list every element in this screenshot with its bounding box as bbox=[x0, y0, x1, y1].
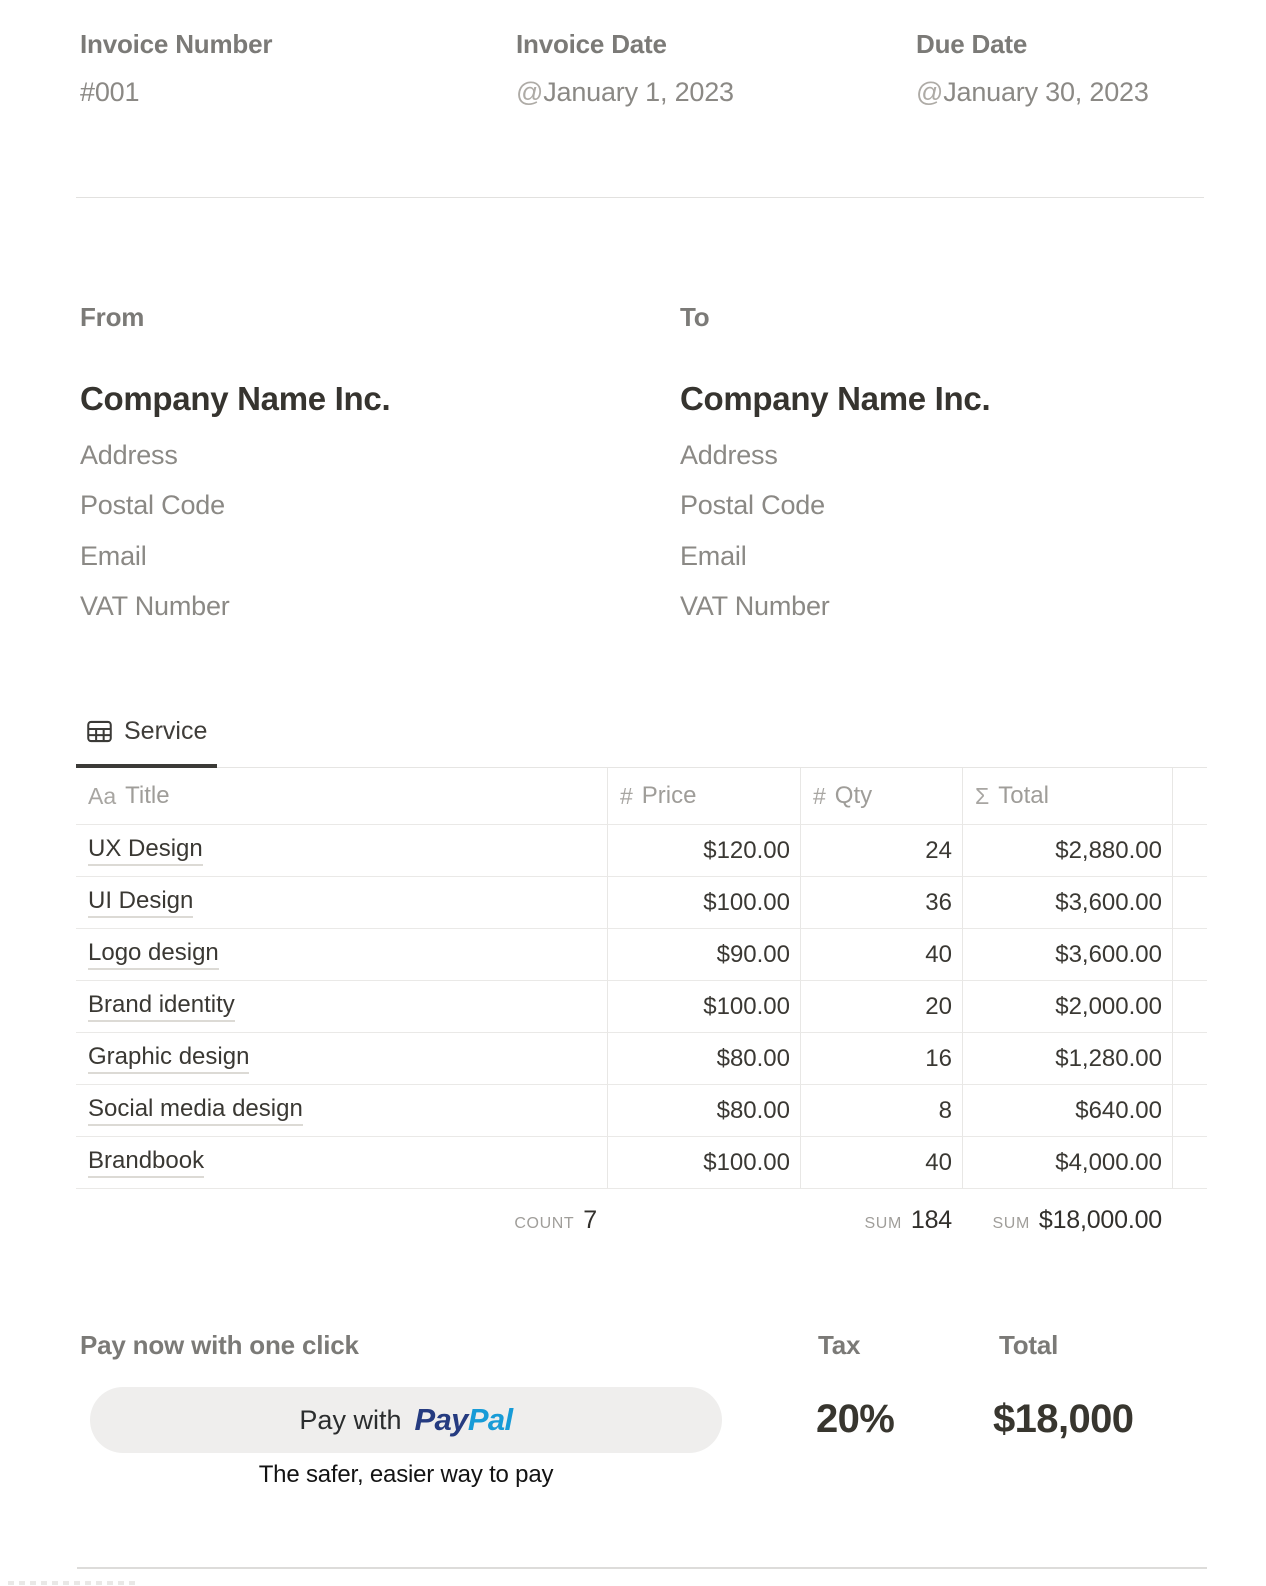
tax-value: 20% bbox=[816, 1397, 895, 1441]
count-label: COUNT bbox=[514, 1215, 575, 1232]
pay-now-label: Pay now with one click bbox=[80, 1330, 359, 1360]
table-row-title-cell[interactable] bbox=[76, 1085, 607, 1137]
table-row-spacer-cell bbox=[1172, 1137, 1207, 1189]
invoice-number-value: #001 bbox=[80, 77, 140, 107]
column-header-label: Qty bbox=[834, 782, 873, 809]
table-row-qty-cell[interactable]: 20 bbox=[800, 981, 962, 1033]
row-title-link[interactable]: UI Design bbox=[88, 887, 193, 918]
service-table bbox=[76, 768, 1207, 1189]
table-summary-row bbox=[76, 1198, 1207, 1240]
table-row-title-cell[interactable] bbox=[76, 825, 607, 877]
invoice-date-label: Invoice Date bbox=[516, 29, 667, 59]
column-header-qty[interactable] bbox=[800, 768, 962, 825]
table-row-title-cell[interactable] bbox=[76, 929, 607, 981]
table-row-spacer-cell bbox=[1172, 1085, 1207, 1137]
row-title-link[interactable]: UX Design bbox=[88, 835, 203, 866]
table-row-qty-cell[interactable]: 8 bbox=[800, 1085, 962, 1137]
invoice-number-label: Invoice Number bbox=[80, 29, 273, 59]
sum-formula-icon: Σ bbox=[975, 782, 990, 809]
table-row-total-cell[interactable]: $4,000.00 bbox=[962, 1137, 1172, 1189]
count-value: 7 bbox=[583, 1206, 597, 1234]
table-row-total-cell[interactable]: $3,600.00 bbox=[962, 877, 1172, 929]
table-row-qty-cell[interactable]: 24 bbox=[800, 825, 962, 877]
invoice-date-text: January 1, 2023 bbox=[543, 77, 734, 107]
summary-spacer bbox=[607, 1198, 800, 1240]
table-row-total-cell[interactable]: $2,880.00 bbox=[962, 825, 1172, 877]
row-title-link[interactable]: Brandbook bbox=[88, 1147, 204, 1178]
active-tab-underline bbox=[76, 764, 217, 768]
number-type-icon: # bbox=[813, 782, 826, 809]
tax-label: Tax bbox=[818, 1330, 861, 1360]
number-type-icon: # bbox=[620, 782, 633, 809]
column-header-total[interactable] bbox=[962, 768, 1172, 825]
due-date-text: January 30, 2023 bbox=[943, 77, 1149, 107]
table-row-spacer-cell bbox=[1172, 1033, 1207, 1085]
table-row-price-cell[interactable]: $100.00 bbox=[607, 877, 800, 929]
table-row-title-cell[interactable] bbox=[76, 981, 607, 1033]
at-mention-prefix: @ bbox=[516, 77, 544, 107]
row-title-link[interactable]: Brand identity bbox=[88, 991, 235, 1022]
table-row-price-cell[interactable]: $120.00 bbox=[607, 825, 800, 877]
pay-with-paypal-button[interactable] bbox=[90, 1387, 722, 1453]
table-row-price-cell[interactable]: $90.00 bbox=[607, 929, 800, 981]
invoice-date-value[interactable] bbox=[516, 77, 734, 108]
count-summary[interactable] bbox=[76, 1198, 607, 1240]
column-header-label: Title bbox=[125, 782, 170, 809]
due-date-value[interactable] bbox=[916, 77, 1149, 108]
paypal-tagline: The safer, easier way to pay bbox=[258, 1461, 554, 1488]
header-divider bbox=[76, 197, 1204, 198]
total-label: Total bbox=[999, 1330, 1059, 1360]
table-row-spacer-cell bbox=[1172, 877, 1207, 929]
table-row-qty-cell[interactable]: 40 bbox=[800, 929, 962, 981]
table-row-qty-cell[interactable]: 16 bbox=[800, 1033, 962, 1085]
from-label: From bbox=[80, 302, 145, 332]
due-date-label: Due Date bbox=[916, 29, 1028, 59]
from-details bbox=[80, 430, 390, 632]
table-row-total-cell[interactable]: $2,000.00 bbox=[962, 981, 1172, 1033]
summary-spacer bbox=[1172, 1198, 1207, 1240]
to-email: Email bbox=[680, 540, 747, 571]
to-postal-code: Postal Code bbox=[680, 490, 825, 521]
qty-sum-summary[interactable] bbox=[800, 1198, 962, 1240]
to-block bbox=[680, 302, 990, 632]
row-title-link[interactable]: Social media design bbox=[88, 1095, 303, 1126]
at-mention-prefix: @ bbox=[916, 77, 944, 107]
table-row-qty-cell[interactable]: 40 bbox=[800, 1137, 962, 1189]
total-value: $18,000 bbox=[993, 1397, 1134, 1441]
text-type-icon: Aa bbox=[88, 782, 117, 809]
table-icon bbox=[86, 718, 113, 745]
invoice-date-block bbox=[516, 29, 734, 108]
due-date-block bbox=[916, 29, 1149, 108]
table-row-total-cell[interactable]: $1,280.00 bbox=[962, 1033, 1172, 1085]
table-row-spacer-cell bbox=[1172, 981, 1207, 1033]
row-title-link[interactable]: Logo design bbox=[88, 939, 219, 970]
invoice-number-block bbox=[80, 29, 272, 108]
to-address: Address bbox=[680, 439, 778, 470]
table-row-total-cell[interactable]: $3,600.00 bbox=[962, 929, 1172, 981]
cutoff-text-fragment bbox=[8, 1581, 138, 1585]
total-sum-summary[interactable] bbox=[962, 1198, 1172, 1240]
qty-sum-value: 184 bbox=[910, 1206, 952, 1234]
table-row-qty-cell[interactable]: 36 bbox=[800, 877, 962, 929]
from-postal-code: Postal Code bbox=[80, 490, 225, 521]
column-header-label: Price bbox=[641, 782, 697, 809]
tab-service[interactable] bbox=[86, 717, 207, 746]
row-title-link[interactable]: Graphic design bbox=[88, 1043, 249, 1074]
from-email: Email bbox=[80, 540, 147, 571]
table-row-spacer-cell bbox=[1172, 825, 1207, 877]
to-company-name: Company Name Inc. bbox=[680, 380, 991, 417]
total-sum-value: $18,000.00 bbox=[1038, 1206, 1162, 1234]
table-row-price-cell[interactable]: $80.00 bbox=[607, 1085, 800, 1137]
table-row-title-cell[interactable] bbox=[76, 1137, 607, 1189]
column-header-spacer bbox=[1172, 768, 1207, 825]
from-vat-number: VAT Number bbox=[80, 591, 230, 622]
column-header-title[interactable] bbox=[76, 768, 607, 825]
pay-with-text: Pay with bbox=[299, 1404, 402, 1435]
to-label: To bbox=[680, 302, 710, 332]
table-row-title-cell[interactable] bbox=[76, 877, 607, 929]
column-header-price[interactable] bbox=[607, 768, 800, 825]
column-header-label: Total bbox=[998, 782, 1049, 809]
table-row-price-cell[interactable]: $100.00 bbox=[607, 981, 800, 1033]
from-block bbox=[80, 302, 390, 632]
table-row-price-cell[interactable]: $100.00 bbox=[607, 1137, 800, 1189]
to-details bbox=[680, 430, 990, 632]
from-address: Address bbox=[80, 439, 178, 470]
paypal-logo-pay: Pay bbox=[414, 1402, 468, 1437]
tab-service-label: Service bbox=[124, 717, 208, 745]
total-sum-label: SUM bbox=[992, 1215, 1030, 1232]
to-vat-number: VAT Number bbox=[680, 591, 830, 622]
table-row-spacer-cell bbox=[1172, 929, 1207, 981]
from-company-name: Company Name Inc. bbox=[80, 380, 391, 417]
table-row-total-cell[interactable]: $640.00 bbox=[962, 1085, 1172, 1137]
table-row-price-cell[interactable]: $80.00 bbox=[607, 1033, 800, 1085]
footer-divider bbox=[77, 1567, 1207, 1569]
paypal-logo bbox=[414, 1402, 512, 1438]
paypal-logo-pal: Pal bbox=[467, 1402, 513, 1437]
qty-sum-label: SUM bbox=[864, 1215, 902, 1232]
table-row-title-cell[interactable] bbox=[76, 1033, 607, 1085]
